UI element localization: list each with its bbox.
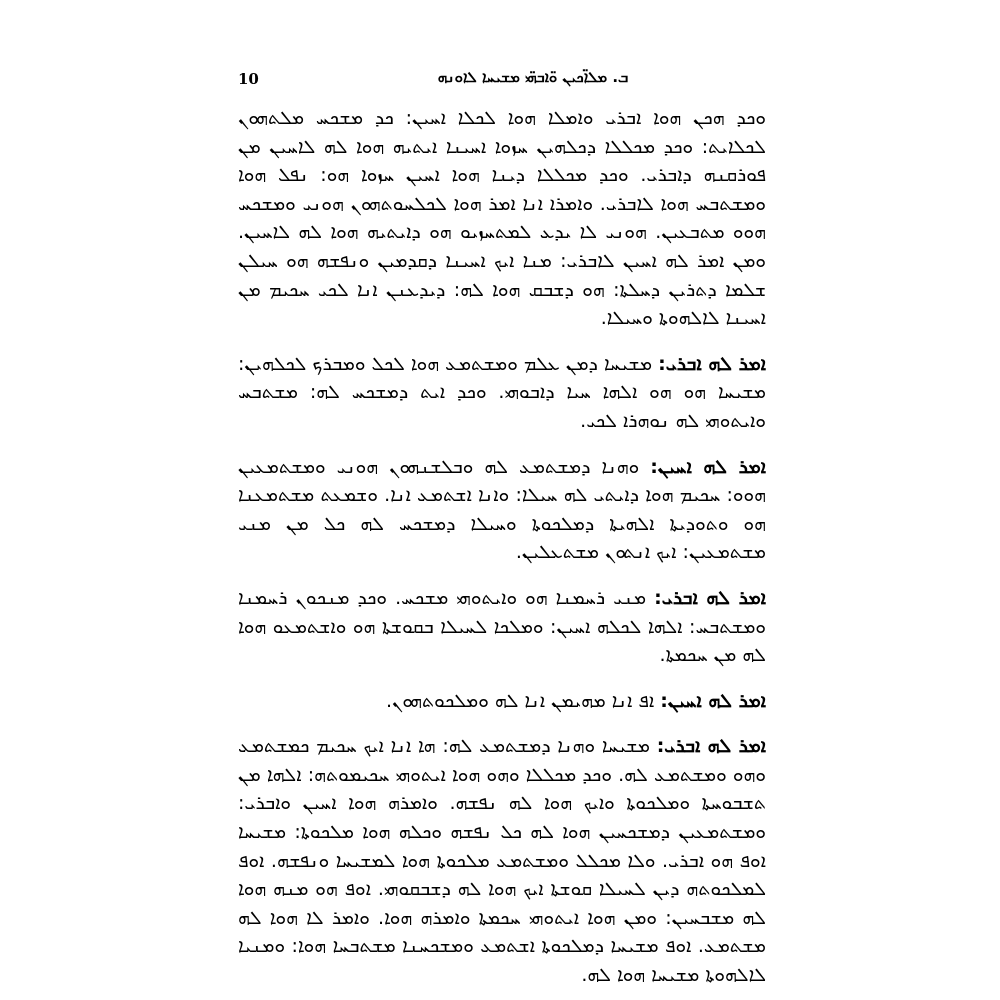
paragraph-text: ܘܟܕ ܗܟܢ ܗܘܐ ܐܒܪܝ ܘܐܡܠܐ ܗܘܐ ܠܟܠܐ ܐܚܝܢ: ܟܕ ܡܫܟܚ ܡܠܬܗܘܢ ܠܟܠܐܝܬ: ܘܟܕ ܡܟܠܠܐ ܕܟܠܗܝܢ ܚܙܘܐ ܐܚܝܢܐ ܐܝܬܝܗ ܗܘܐ ܠܗ ܠܐܚܝܢ ܡܢ ܦܘܪܩܢܗ ܕܐܒܪܝ. ܘܟܕ ܡܟܠܠܐ ܕܝܢܐ ܗܘܐ ܐܚܝܢ ܚܙܘܐ ܗܘ: ܢܦܠ ܗܘܐ ܘܡܫܬܒܚ ܗܘܐ ܠܐܒܪܝ. ܘܐܡܪܐ ܐܢܐ ܐܡܪ ܗܘܐ ܠܟܠܚܘܬܗܘܢ ܗܘܢܝ ܘܡܫܟܚ ܗܘܘ ܡܬܒܥܝܢ. ܗܘܢܝ ܠܐ ܝܕܥ ܠܡܬܚܙܝܘ ܗܘ ܕܐܝܬܝܗ ܗܘܐ ܠܗ ܠܐܚܝܢ. ܘܡܢ ܐܡܪ ܠܗ ܐܚܝܢ ܠܐܒܪܝ: ܡܢܐ ܐܝܟ ܐܚܝܢܐ ܕܩܕܡܝܢ ܘܢܦܫܗ ܗܘ ܚܝܠܢ ܫܠܡܐ ܕܬܪܝܢ ܕܚܠܬܐ: ܗܘ ܕܫܒܩ ܗܘܐ ܠܗ: ܕܝܕܥܢܢ ܐܢܐ ܠܟܝ ܚܟܝܡ ܡܢ ܐܚܝܢܐ ܠܐܠܗܘܬܐ ܘܚܝܠܐ.	[238, 107, 766, 330]
speaker-label: ܐܡܪ ܠܗ ܐܒܪܝ:	[654, 586, 766, 609]
body-text	[238, 104, 766, 987]
speaker-label: ܐܡܪ ܠܗ ܐܒܪܝ:	[656, 735, 766, 758]
paragraph-text: ܡܫܝܚܐ ܘܗܢܐ ܕܡܫܬܡܥ ܠܗ: ܗܐ ܐܢܐ ܐܝܟ ܚܟܝܡ ܟܡܫܬܡܥ ܘܗܘ ܘܡܫܬܡܥ ܠܗ. ܘܟܕ ܡܟܠܠܐ ܘܗܘ ܗܘܐ ܐܝܬܘܗܝ ܚܟܝܡܘܬܗ: ܐܠܗܐ ܡܢ ܬܫܒܘܚܬܐ ܘܡܠܟܘܬܐ ܘܐܝܟ ܗܘܐ ܠܗ ܢܦܫܗ. ܘܐܡܪܗ ܗܘܐ ܐܚܝܢ ܘܐܒܪܝ: ܘܡܫܬܡܥܝܢ ܕܡܫܟܚܝܢ ܗܘܐ ܠܗ ܟܠ ܢܦܫܗ ܘܟܠܗ ܗܘܐ ܡܠܟܘܬܐ: ܡܫܝܚܐ ܐܘܦ ܗܘ ܐܒܪܝ. ܘܠܐ ܡܟܠܠ ܘܡܫܬܡܥ ܡܠܟܘܬܐ ܗܘܐ ܠܡܫܝܚܐ ܘܢܦܫܗ. ܐܘܦ ܠܡܠܟܘܬܗ ܕܝܢ ܠܚܝܠܐ ܩܘܫܬܐ ܐܝܟ ܗܘܐ ܠܗ ܕܫܒܩܘܗܝ. ܐܘܦ ܗܘ ܡܢܗ ܗܘܐ ܠܗ ܡܫܒܚܝܢ: ܘܡܢ ܗܘܐ ܐܝܬܘܗܝ ܚܟܡܬܐ ܘܐܡܪܗ ܗܘܐ. ܘܐܡܪ ܠܐ ܗܘܐ ܠܗ ܡܫܬܡܥ. ܐܘܦ ܡܫܝܚܐ ܕܡܠܟܘܬܐ ܐܫܬܡܥ ܘܡܫܟܚܢܐ ܡܫܬܒܚܐ ܗܘܐ: ܘܡܢܝܐ ܠܐܠܗܘܬܐ ܡܫܝܚܐ ܗܘܐ ܠܗ.	[238, 735, 766, 987]
paragraph-text: ܡܢܝ ܪܚܡܢܐ ܗܘ ܘܐܝܬܘܗܝ ܡܫܟܚ. ܘܟܕ ܡܢܟܘܢ ܪܚܡܢܐ ܘܡܫܬܒܚ: ܐܠܗܐ ܠܟܠܗ ܐܚܝܢ: ܘܡܠܟܐ ܠܚܝܠܐ ܒܩܘܫܬܐ ܗܘ ܘܐܫܬܡܥܘ ܗܘܐ ܠܗ ܡܢ ܚܟܡܬܐ.	[238, 586, 766, 667]
paragraph	[238, 350, 766, 436]
paragraph	[238, 584, 766, 670]
paragraph	[238, 453, 766, 567]
paragraph-text: ܘܗܢܐ ܕܡܫܬܡܥ ܠܗ ܘܒܠܫܢܗܘܢ ܗܘܢܝ ܘܡܫܬܡܥܝܢ ܗܘܘ: ܚܟܝܡ ܗܘܐ ܕܐܝܬܝ ܠܗ ܚܝܠܐ: ܘܐܢܐ ܐܫܬܡܥ ܐܢܐ. ܘܫܡܥܬ ܡܫܬܡܥܢܐ ܗܘ ܘܬܘܕܝܬܐ ܐܠܗܝܬܐ ܕܡܠܟܘܬܐ ܘܚܝܠܐ ܕܡܫܟܚ ܠܗ ܟܠ ܡܢ ܡܢܝ ܡܫܬܡܥܝܢ: ܐܝܟ ܐܢܬܘܢ ܡܫܬܥܠܝܢ.	[238, 455, 766, 564]
running-head-title: ܒ. ܡܠܐ̈ܟܝܢ ܘ̈ܐܒܗ̈ܝ ܡܫܝܚܐ ܠܐܘܢܗ	[437, 68, 629, 86]
paragraph	[238, 687, 766, 716]
paragraph	[238, 104, 766, 333]
page-number: 10	[238, 70, 259, 88]
paragraph-text: ܡܫܝܚܐ ܕܡܢ ܥܠܡ ܘܡܫܬܡܥ ܗܘܐ ܠܟܠ ܘܡܒܪܟ ܠܟܠܗܝܢ: ܡܫܝܚܐ ܗܘ ܗܘ ܐܠܗܐ ܚܝܐ ܕܐܒܘܗܝ. ܘܟܕ ܐܝܬ ܕܡܫܟܚ ܠܗ: ܡܫܬܒܚ ܘܐܝܬܘܗܝ ܠܗ ܢܘܗܪܐ ܠܟܝ.	[238, 352, 766, 432]
speaker-label: ܐܡܪ ܠܗ ܐܒܪܝ:	[658, 352, 766, 375]
paragraph	[238, 732, 766, 989]
speaker-label: ܐܡܪ ܠܗ ܐܚܝܢ:	[660, 689, 766, 712]
speaker-label: ܐܡܪ ܠܗ ܐܚܝܢ:	[650, 455, 766, 478]
paragraph-text: ܐܦ ܐܢܐ ܡܗܝܡܢ ܐܢܐ ܠܗ ܘܡܠܟܘܬܗܘܢ.	[385, 689, 655, 712]
running-head	[238, 66, 766, 96]
